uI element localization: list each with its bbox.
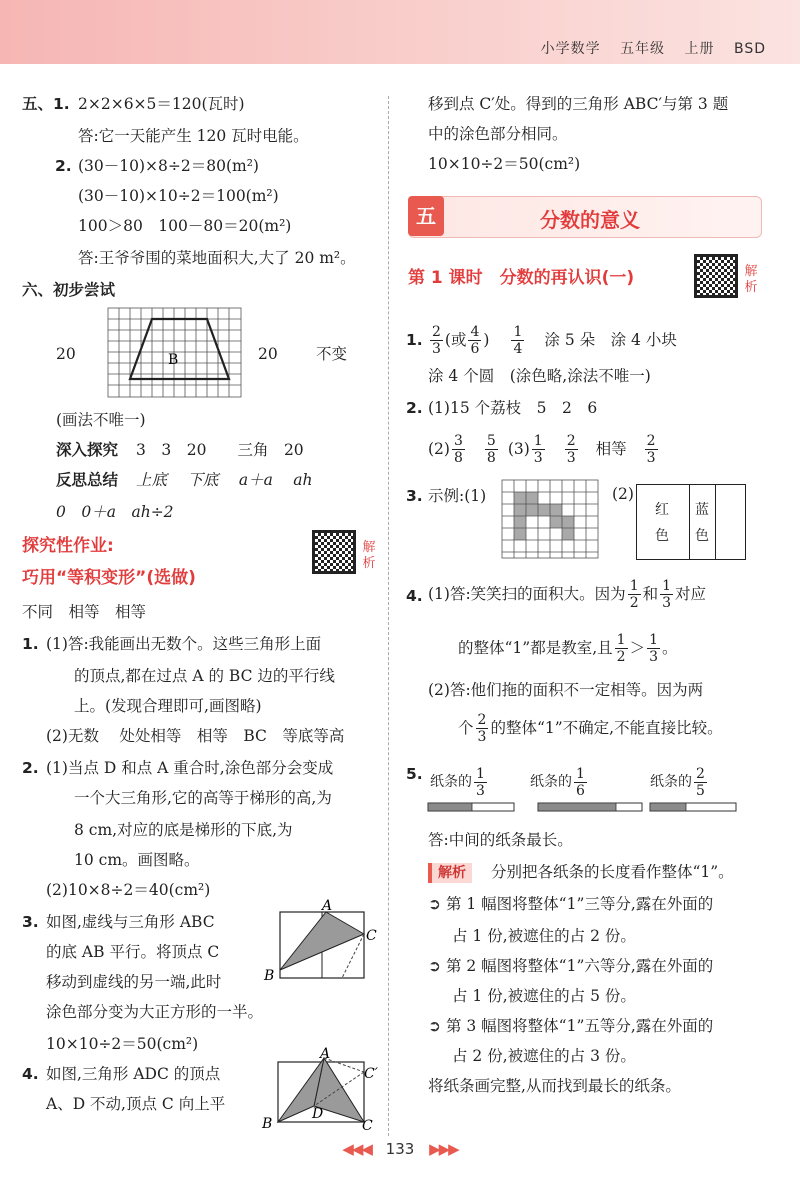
q3-triangle-figure bbox=[262, 898, 380, 984]
s6-right-value: 不变 bbox=[316, 345, 348, 363]
rq1-l2: 涂 4 个圆 (涂色略,涂法不唯一) bbox=[428, 367, 651, 385]
lq3-l2: 的底 AB 平行。将顶点 C bbox=[46, 943, 220, 961]
bullet2-l1 bbox=[428, 956, 713, 976]
rq4-l4b: 的整体“1”不确定,不能直接比较。 bbox=[490, 719, 723, 737]
explore-subtitle: 巧用“等积变形”(选做) bbox=[22, 568, 196, 588]
rq1-or: (或 bbox=[444, 331, 467, 349]
s5-q2-ans: 答:王爷爷围的菜地面积大,大了 20 m²。 bbox=[78, 249, 356, 267]
strip3-frac: $\frac{2}{5}$ bbox=[696, 765, 705, 799]
qr-code-icon[interactable] bbox=[694, 254, 738, 298]
header-text bbox=[527, 38, 766, 58]
header-edition: BSD bbox=[733, 41, 766, 57]
strip1-text: 纸条的 bbox=[430, 774, 472, 790]
trapezoid-shape bbox=[130, 319, 229, 379]
bullet3-text: 第 3 幅图将整体“1”五等分,露在外面的 bbox=[445, 1017, 714, 1035]
rq4-frac-c: $\frac{1}{2}$ bbox=[616, 631, 626, 665]
explore-title: 探究性作业: bbox=[22, 536, 114, 556]
q4-label-c-prime: C′ bbox=[364, 1066, 378, 1082]
rq2-l1: (1)15 个荔枝 5 2 6 bbox=[428, 399, 598, 417]
rq4-line2 bbox=[458, 626, 678, 670]
q3-label-c: C bbox=[366, 928, 377, 944]
lq3-label: 3. bbox=[22, 913, 39, 931]
bullet3-l1 bbox=[428, 1016, 713, 1036]
rq4-and: 和 bbox=[642, 585, 659, 603]
rq2-line2 bbox=[428, 428, 660, 470]
strip2-text: 纸条的 bbox=[530, 774, 572, 790]
rq3-rect-line2 bbox=[715, 485, 716, 559]
unit-number: 五 bbox=[408, 196, 444, 236]
rq1-line1 bbox=[428, 318, 677, 362]
cont-l1: 移到点 C′处。得到的三角形 ABC′与第 3 题 bbox=[428, 95, 729, 113]
rq2-frac-a: $\frac{3}{8}$ bbox=[453, 432, 463, 466]
s5-q1-ans: 答:它一天能产生 120 瓦时电能。 bbox=[78, 127, 309, 145]
bullet1-l1 bbox=[428, 894, 713, 914]
rq3-blue-label: 蓝色 bbox=[695, 502, 709, 544]
strip1-caption bbox=[430, 764, 489, 800]
jiexi-badge: 解析 bbox=[428, 863, 472, 883]
footer-right-arrows: ▶▶▶ bbox=[429, 1140, 458, 1158]
s6-note: (画法不唯一) bbox=[56, 411, 146, 429]
header-volume: 上册 bbox=[684, 41, 715, 57]
q4-label-b: B bbox=[262, 1116, 273, 1132]
lq1-l1: (1)答:我能画出无数个。这些三角形上面 bbox=[46, 635, 322, 653]
rq4-l3: (2)答:他们拖的面积不一定相等。因为两 bbox=[428, 681, 704, 699]
rq2-label: 2. bbox=[406, 399, 423, 417]
unit-title: 分数的意义 bbox=[540, 208, 640, 232]
bullet-arrow-icon: ➲ bbox=[428, 1017, 441, 1035]
rq3-grid-figure bbox=[502, 480, 598, 560]
rq4-line4 bbox=[458, 706, 723, 750]
rq5-label: 5. bbox=[406, 765, 423, 783]
rq2-p2: (2) bbox=[428, 440, 450, 458]
cont-l2: 中的涂色部分相同。 bbox=[428, 125, 568, 143]
lq3-l5: 10×10÷2＝50(cm²) bbox=[46, 1035, 199, 1053]
rq4-label: 4. bbox=[406, 587, 423, 605]
rq3-red-label: 红色 bbox=[655, 502, 669, 544]
lq4-l2: A、D 不动,顶点 C 向上平 bbox=[46, 1095, 226, 1113]
jiexi-text: 分别把各纸条的长度看作整体“1”。 bbox=[490, 863, 734, 881]
rq5-answer: 答:中间的纸条最长。 bbox=[428, 831, 573, 849]
lesson-title: 第 1 课时 分数的再认识(一) bbox=[408, 268, 635, 288]
strip3-caption bbox=[650, 764, 709, 800]
bullet2-l2: 占 1 份,被遮住的占 5 份。 bbox=[452, 987, 636, 1005]
rq1-frac-c: $\frac{1}{4}$ bbox=[513, 323, 523, 357]
rq4-frac-d: $\frac{1}{3}$ bbox=[649, 631, 658, 665]
bullet-arrow-icon: ➲ bbox=[428, 957, 441, 975]
rq2-frac-d: $\frac{2}{3}$ bbox=[566, 432, 576, 466]
rq2-frac-c: $\frac{1}{3}$ bbox=[533, 432, 543, 466]
lq3-l3: 移动到虚线的另一端,此时 bbox=[46, 973, 222, 991]
qr-side-label: 解析 bbox=[362, 540, 376, 571]
rq1-frac-b: $\frac{4}{6}$ bbox=[470, 323, 480, 357]
bullet3-l2: 占 2 份,被遮住的占 3 份。 bbox=[452, 1047, 636, 1065]
q3-label-b: B bbox=[264, 968, 275, 984]
q4-label-a: A bbox=[320, 1046, 331, 1062]
section5-label: 五、1. bbox=[22, 95, 70, 113]
rq4-gt: ＞ bbox=[629, 639, 646, 657]
rq4-frac-b: $\frac{1}{3}$ bbox=[662, 577, 672, 611]
grid-label-b: B bbox=[168, 352, 179, 368]
reflect-label: 反思总结 bbox=[56, 471, 119, 489]
section6-title: 六、初步尝试 bbox=[22, 281, 116, 299]
rq4-l1a: (1)答:笑笑扫的面积大。因为 bbox=[428, 585, 626, 603]
bullet2-text: 第 2 幅图将整体“1”六等分,露在外面的 bbox=[445, 957, 714, 975]
lq1-label: 1. bbox=[22, 635, 39, 653]
rq1-close: ) bbox=[483, 331, 490, 349]
rq1-frac-a: $\frac{2}{3}$ bbox=[432, 323, 441, 357]
rq1-label: 1. bbox=[406, 331, 423, 349]
q3-label-a: A bbox=[322, 898, 333, 914]
lq2-l3: 8 cm,对应的底是梯形的下底,为 bbox=[74, 821, 293, 839]
rq2-frac-b: $\frac{5}{8}$ bbox=[486, 432, 496, 466]
page-header bbox=[0, 0, 800, 64]
lq4-label: 4. bbox=[22, 1065, 39, 1083]
bullet-arrow-icon: ➲ bbox=[428, 895, 441, 913]
bullet1-l2: 占 1 份,被遮住的占 2 份。 bbox=[452, 927, 636, 945]
s5-q1-eq: 2×2×6×5＝120(瓦时) bbox=[78, 95, 245, 113]
qr-side-label: 解析 bbox=[744, 264, 758, 295]
rq2-p3: (3) bbox=[507, 440, 530, 458]
rq3-label: 3. bbox=[406, 487, 423, 505]
deep-values: 3 3 20 三角 20 bbox=[136, 441, 304, 459]
lq1-l3: 上。(发现合理即可,画图略) bbox=[74, 697, 262, 715]
header-grade: 五年级 bbox=[620, 41, 666, 57]
strip2-caption bbox=[530, 764, 589, 800]
lq4-l1: 如图,三角形 ADC 的顶点 bbox=[46, 1065, 221, 1083]
lq2-l4: 10 cm。画图略。 bbox=[74, 851, 200, 869]
s5-q2-l2: (30－10)×10÷2＝100(m²) bbox=[78, 187, 279, 205]
lq2-label: 2. bbox=[22, 759, 39, 777]
lq3-l4: 涂色部分变为大正方形的一半。 bbox=[46, 1003, 264, 1021]
s6-left-value: 20 bbox=[56, 345, 76, 363]
lq1-l4: (2)无数 处处相等 相等 BC 等底等高 bbox=[46, 727, 345, 745]
s6-mid-value: 20 bbox=[258, 345, 278, 363]
lq2-l5: (2)10×8÷2＝40(cm²) bbox=[46, 881, 211, 899]
rq4-l1b: 对应 bbox=[675, 585, 707, 603]
final-line: 将纸条画完整,从而找到最长的纸条。 bbox=[428, 1077, 681, 1095]
cont-l3: 10×10÷2＝50(cm²) bbox=[428, 155, 581, 173]
lq2-l2: 一个大三角形,它的高等于梯形的高,为 bbox=[74, 789, 332, 807]
page-number: 133 bbox=[385, 1140, 415, 1158]
s5-q2-l3: 100＞80 100－80＝20(m²) bbox=[78, 217, 292, 235]
q4-label-c: C bbox=[362, 1118, 373, 1134]
rq4-l2a: 的整体“1”都是教室,且 bbox=[458, 639, 613, 657]
rq2-frac-e: $\frac{2}{3}$ bbox=[646, 432, 656, 466]
lq2-l1: (1)当点 D 和点 A 重合时,涂色部分会变成 bbox=[46, 759, 334, 777]
lq3-l1: 如图,虚线与三角形 ABC bbox=[46, 913, 215, 931]
trapezoid-grid bbox=[108, 308, 242, 398]
rq4-l4a: 个 bbox=[458, 719, 474, 737]
s5-q2-label: 2. bbox=[55, 157, 72, 175]
strip2-frac: $\frac{1}{6}$ bbox=[576, 765, 585, 799]
rq3-rect-line1 bbox=[689, 485, 690, 559]
jiexi-line bbox=[428, 862, 734, 883]
rq3-p2: (2) bbox=[612, 485, 634, 503]
footer-left-arrows: ◀◀◀ bbox=[342, 1140, 371, 1158]
s5-q2-l1: (30－10)×8÷2＝80(m²) bbox=[78, 157, 259, 175]
reflect-line2: 0 0＋a ah÷2 bbox=[56, 503, 174, 521]
rq4-frac-a: $\frac{1}{2}$ bbox=[629, 577, 639, 611]
rq4-frac-e: $\frac{2}{3}$ bbox=[477, 711, 487, 745]
strip3-text: 纸条的 bbox=[650, 774, 692, 790]
header-subject: 小学数学 bbox=[540, 41, 601, 57]
rq4-line1 bbox=[428, 572, 706, 616]
column-divider bbox=[388, 96, 389, 1136]
explore-line: 不同 相等 相等 bbox=[22, 603, 147, 621]
deep-label: 深入探究 bbox=[56, 441, 119, 459]
rq2-equal: 相等 bbox=[595, 440, 627, 458]
bullet1-text: 第 1 幅图将整体“1”三等分,露在外面的 bbox=[445, 895, 714, 913]
lq1-l2: 的顶点,都在过点 A 的 BC 边的平行线 bbox=[74, 667, 335, 685]
paper-strips-figure bbox=[428, 800, 768, 814]
rq3-example: 示例:(1) bbox=[428, 487, 487, 505]
q4-triangle-figure bbox=[262, 1048, 380, 1132]
page-footer bbox=[0, 1140, 800, 1158]
qr-code-icon[interactable] bbox=[312, 530, 356, 574]
reflect-values: 上底 下底 a＋a ah bbox=[136, 471, 313, 489]
q4-label-d: D bbox=[312, 1106, 324, 1122]
rq3-rect-figure bbox=[636, 484, 746, 560]
rq4-l2b: 。 bbox=[662, 639, 678, 657]
strip1-frac: $\frac{1}{3}$ bbox=[476, 765, 485, 799]
rq1-rest: 涂 5 朵 涂 4 小块 bbox=[544, 331, 677, 349]
